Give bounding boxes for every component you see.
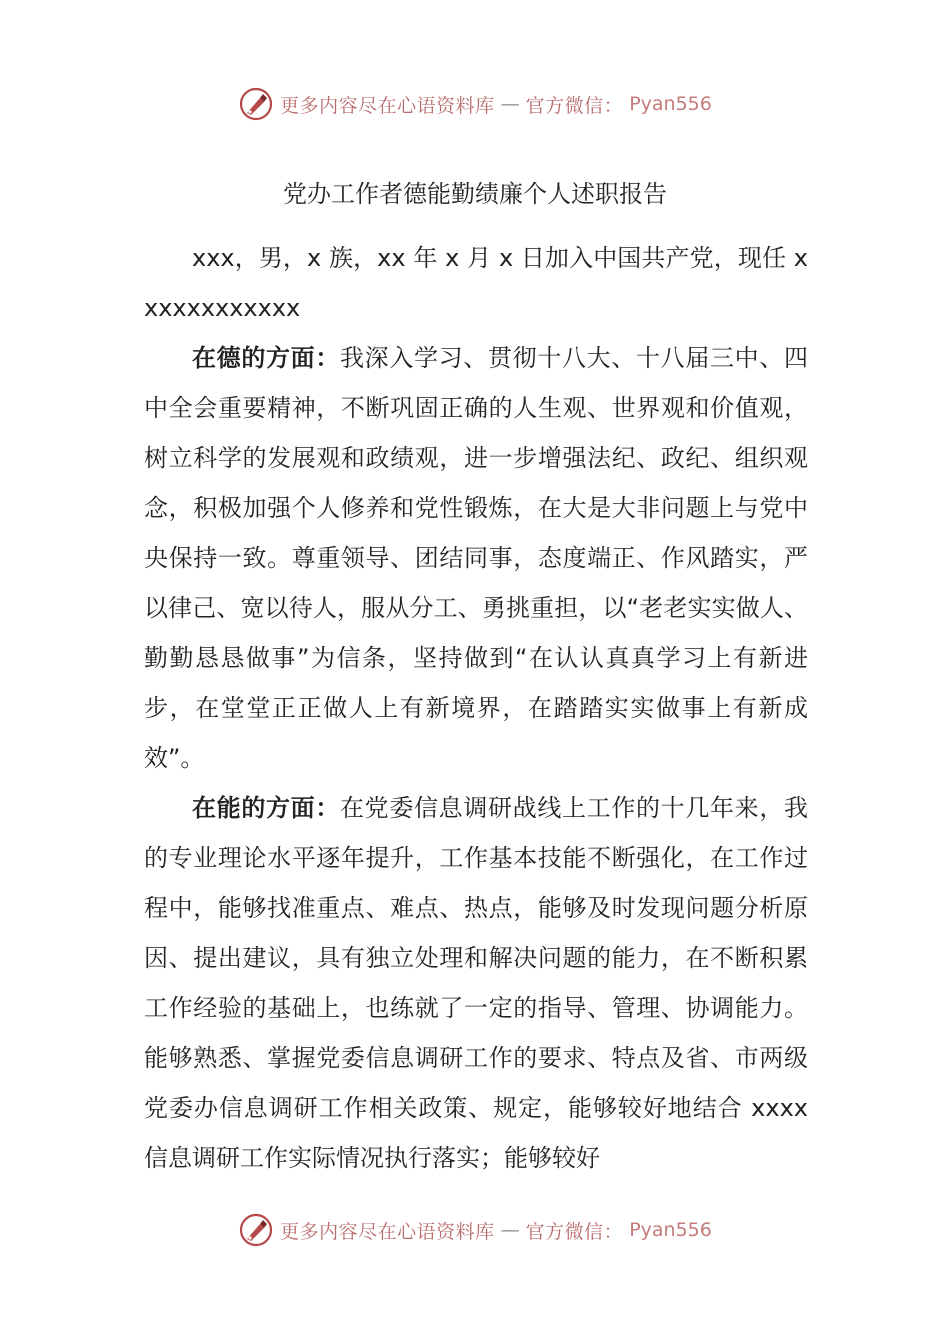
- section-text: 在党委信息调研战线上工作的十几年来，我的专业理论水平逐年提升，工作基本技能不断强化，在工作过程中，能够找准重点、难点、热点，能够及时发现问题分析原因、提出建议，具有独立处理和解决问题的能力，在不断积累工作经验的基础上，也练就了一定的指导、管理、协调能力。能够熟悉、掌握党委信息调研工作的要求、特点及省、市两级党委办信息调研工作相关政策、规定，能够较好地结合 xxxx 信息调研工作实际情况执行落实；能够较好: [144, 794, 808, 1172]
- section-heading: 在能的方面：: [192, 794, 340, 822]
- section-paragraph-virtue: [144, 333, 808, 783]
- pen-nib-logo-icon: [238, 1212, 274, 1248]
- watermark-separator: —: [500, 1219, 520, 1241]
- watermark-handle: Pyan556: [629, 93, 712, 115]
- section-paragraph-ability: [144, 783, 808, 1183]
- section-text: 我深入学习、贯彻十八大、十八届三中、四中全会重要精神，不断巩固正确的人生观、世界观和价值观，树立科学的发展观和政绩观，进一步增强法纪、政纪、组织观念，积极加强个人修养和党性锻炼，在大是大非问题上与党中央保持一致。尊重领导、团结同事，态度端正、作风踏实，严以律己、宽以待人，服从分工、勇挑重担，以“老老实实做人、勤勤恳恳做事”为信条，坚持做到“在认认真真学习上有新进步，在堂堂正正做人上有新境界，在踏踏实实做事上有新成效”。: [144, 344, 808, 772]
- watermark-separator: —: [500, 93, 520, 115]
- document-title: 党办工作者德能勤绩廉个人述职报告: [283, 180, 667, 208]
- watermark-channel: 官方微信：: [525, 1220, 624, 1243]
- watermark-channel: 官方微信：: [525, 94, 624, 117]
- footer-watermark: [0, 1210, 950, 1250]
- intro-paragraph: xxx，男，x 族，xx 年 x 月 x 日加入中国共产党，现任 xxxxxxxxxxxx: [144, 244, 808, 322]
- header-watermark: [0, 84, 950, 124]
- watermark-handle: Pyan556: [629, 1219, 712, 1241]
- watermark-text: 更多内容尽在心语资料库: [280, 94, 495, 117]
- section-heading: 在德的方面：: [192, 344, 340, 372]
- watermark-text: 更多内容尽在心语资料库: [280, 1220, 495, 1243]
- document-body: [144, 233, 808, 1183]
- pen-nib-logo-icon: [238, 86, 274, 122]
